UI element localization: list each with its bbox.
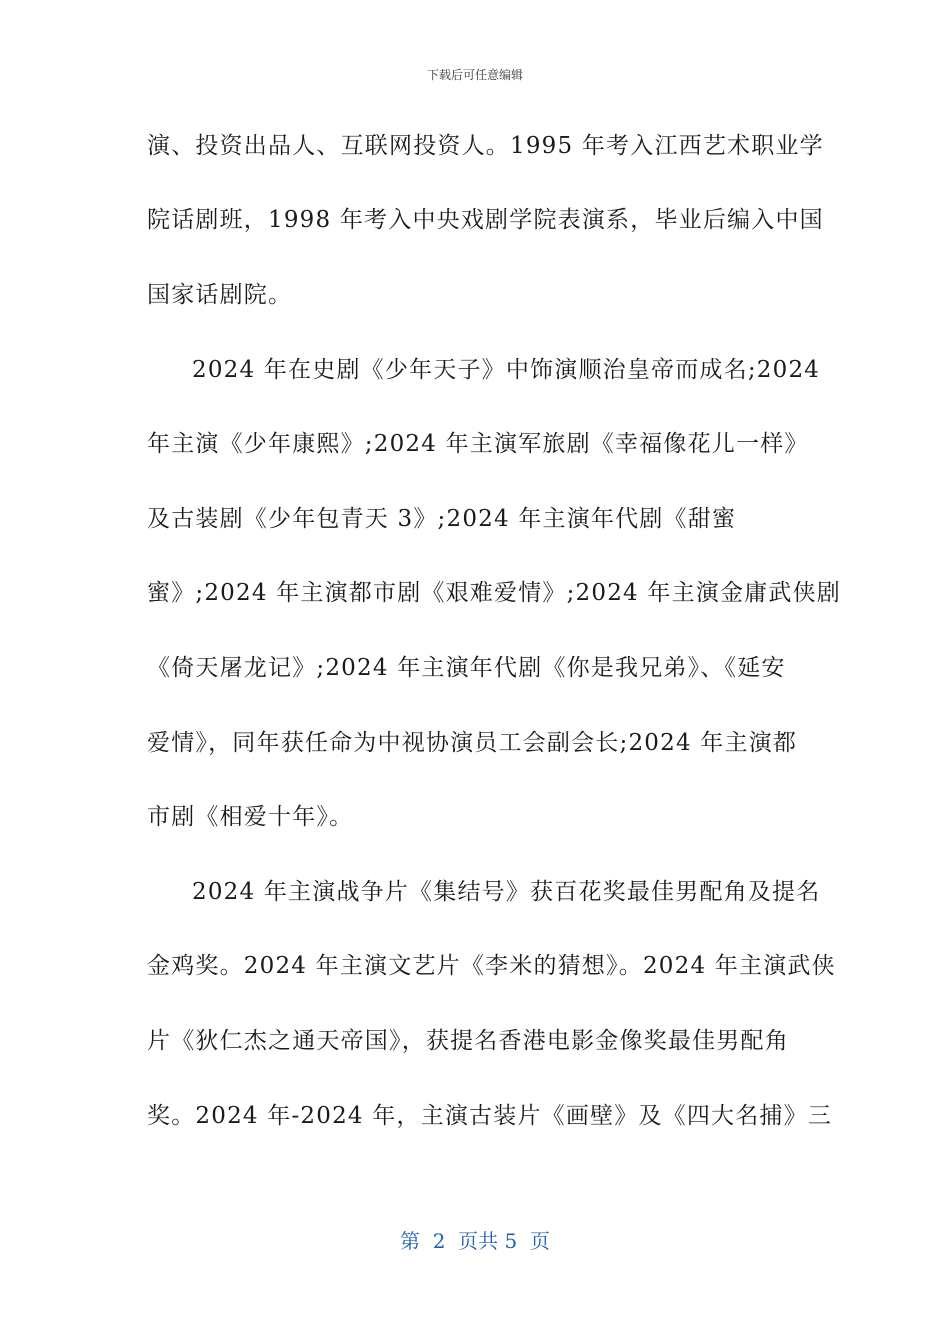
text-line: 及古装剧《少年包青天 3》;2024 年主演年代剧《甜蜜 xyxy=(147,506,737,532)
text-line: 院话剧班，1998 年考入中央戏剧学院表演系，毕业后编入中国 xyxy=(147,207,824,233)
paragraph-first-line: 2024 年主演战争片《集结号》获百花奖最佳男配角及提名 xyxy=(192,879,821,905)
text-line: 爱情》，同年获任命为中视协演员工会副会长;2024 年主演都 xyxy=(147,730,798,756)
paragraph-first-line: 2024 年在史剧《少年天子》中饰演顺治皇帝而成名;2024 xyxy=(192,357,821,383)
text-line: 市剧《相爱十年》。 xyxy=(147,804,354,830)
page-header: 下载后可任意编辑 xyxy=(426,68,523,82)
text-line: 年主演《少年康熙》;2024 年主演军旅剧《幸福像花儿一样》 xyxy=(147,431,809,457)
page-number-footer: 第 2 页共 5 页 xyxy=(400,1229,550,1253)
text-line: 演、投资出品人、互联网投资人。1995 年考入江西艺术职业学 xyxy=(147,133,824,159)
text-line: 蜜》;2024 年主演都市剧《艰难爱情》;2024 年主演金庸武侠剧 xyxy=(147,580,841,606)
text-line: 奖。2024 年-2024 年，主演古装片《画壁》及《四大名捕》三 xyxy=(147,1103,833,1129)
text-line: 《倚天屠龙记》;2024 年主演年代剧《你是我兄弟》、《延安 xyxy=(147,655,786,681)
text-line: 国家话剧院。 xyxy=(147,282,293,308)
text-line: 金鸡奖。2024 年主演文艺片《李米的猜想》。2024 年主演武侠 xyxy=(147,953,836,979)
text-line: 片《狄仁杰之通天帝国》，获提名香港电影金像奖最佳男配角 xyxy=(147,1028,789,1054)
